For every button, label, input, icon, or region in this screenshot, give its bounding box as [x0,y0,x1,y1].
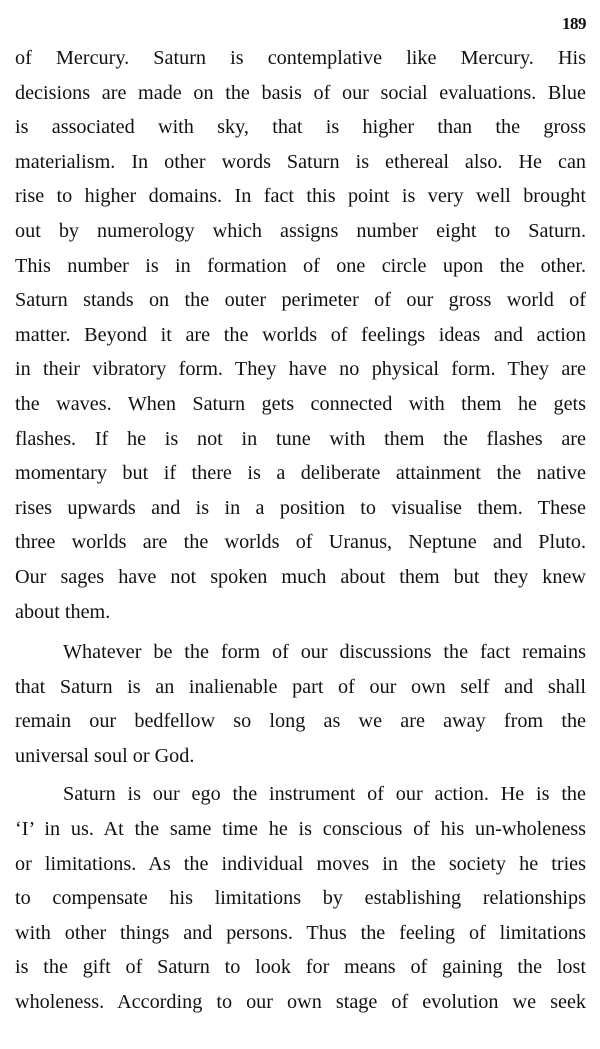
text-line: Saturn stands on the outer perimeter of our gross world of [15,289,586,312]
text-line: that Saturn is an inalienable part of our own self and shall [15,675,586,698]
paragraph-saturn-ego [15,777,586,1019]
paragraph-inalienable-part [15,635,586,773]
text-line: Saturn is our ego the instrument of our action. He is the [63,783,586,806]
text-line: momentary but if there is a deliberate attainment the native [15,462,586,485]
text-line: about them. [15,600,111,623]
text-line: out by numerology which assigns number eight to Saturn. [15,219,586,242]
paragraph-saturn-mercury [15,41,586,629]
text-line: matter. Beyond it are the worlds of feelings ideas and action [15,323,586,346]
text-line: remain our bedfellow so long as we are away from the [15,710,586,733]
text-line: is associated with sky, that is higher than the gross [15,116,586,139]
text-line: rises upwards and is in a position to visualise them. These [15,496,586,519]
text-line: This number is in formation of one circle upon the other. [15,254,586,277]
text-line: in their vibratory form. They have no physical form. They are [15,358,586,381]
text-line: flashes. If he is not in tune with them the flashes are [15,427,586,450]
text-line: to compensate his limitations by establishing relationships [15,887,586,910]
text-line: of Mercury. Saturn is contemplative like Mercury. His [15,47,586,69]
text-line: wholeness. According to our own stage of evolution we seek [15,991,586,1014]
page-number: 189 [562,14,586,33]
text-line: Whatever be the form of our discussions the fact remains [63,641,586,664]
text-line: with other things and persons. Thus the feeling of limitations [15,921,586,944]
text-line: the waves. When Saturn gets connected with them he gets [15,392,586,415]
text-line: materialism. In other words Saturn is ethereal also. He can [15,150,586,173]
text-line: ‘I’ in us. At the same time he is conscious of his un-wholeness [15,818,586,841]
text-line: Our sages have not spoken much about them but they knew [15,565,586,588]
text-line: is the gift of Saturn to look for means of gaining the lost [15,956,586,979]
text-line: decisions are made on the basis of our social evaluations. Blue [15,81,586,104]
text-line: three worlds are the worlds of Uranus, Neptune and Pluto. [15,531,586,554]
page-body [15,41,586,1020]
text-line: universal soul or God. [15,744,195,767]
text-line: or limitations. As the individual moves in the society he tries [15,852,586,875]
text-line: rise to higher domains. In fact this point is very well brought [15,185,586,208]
